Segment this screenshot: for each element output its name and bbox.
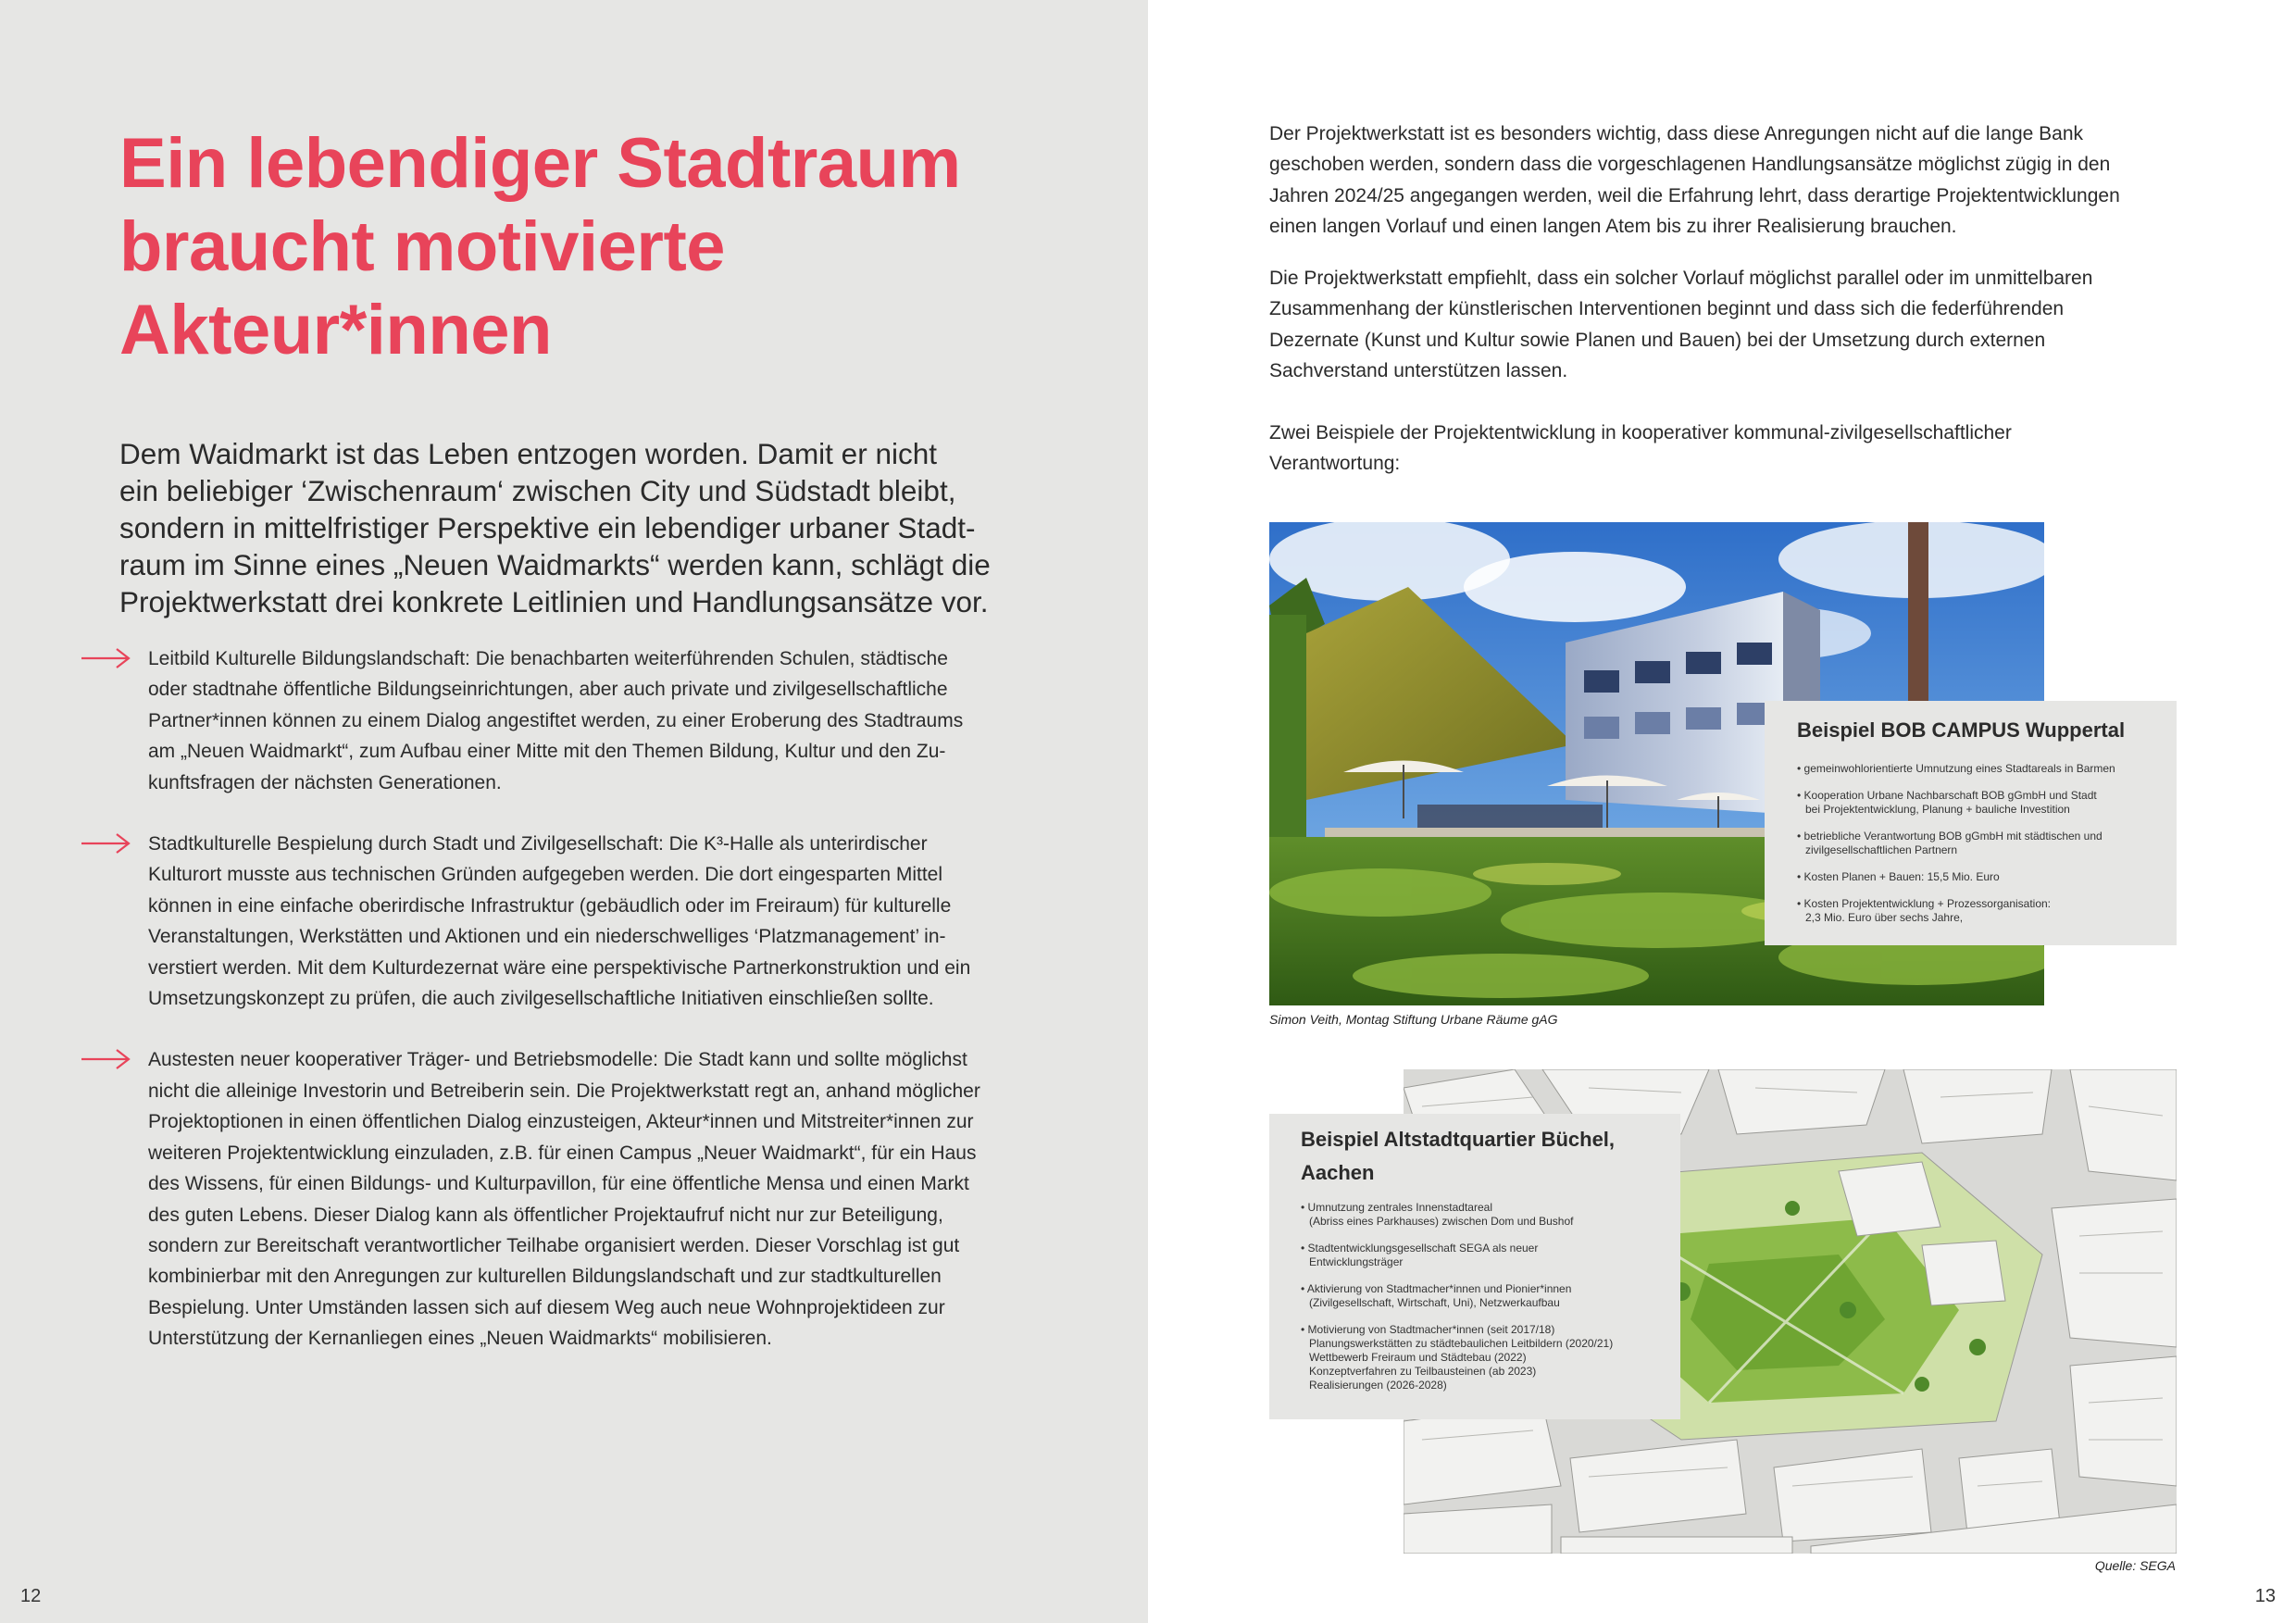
item-line: • Motivierung von Stadtmacher*innen (seit 2017/18) xyxy=(1301,1323,1555,1336)
arrow-right-icon xyxy=(81,832,131,855)
lead-paragraph xyxy=(119,435,1045,620)
list-item xyxy=(1797,830,2156,857)
item-line: 2,3 Mio. Euro über sechs Jahre, xyxy=(1805,911,1964,924)
paragraph-line: Zwei Beispiele der Projektentwicklung in kooperativer kommunal-zivilgesellschaftlicher xyxy=(1269,422,2012,443)
list-item xyxy=(1301,1201,1660,1229)
guideline-list xyxy=(81,643,1063,1385)
guideline-item xyxy=(81,1044,1063,1354)
guideline-line: am „Neuen Waidmarkt“, zum Aufbau einer Mitte mit den Themen Bildung, Kultur und den Zu- xyxy=(148,741,946,763)
guideline-line: Umsetzungskonzept zu prüfen, die auch zivilgesellschaftliche Initiativen einschließen sollte. xyxy=(148,988,934,1010)
paragraph-line: Dezernate (Kunst und Kultur sowie Planen und Bauen) bei der Umsetzung durch externen xyxy=(1269,329,2046,351)
guideline-line: Leitbild Kulturelle Bildungslandschaft: Die benachbarten weiterführenden Schulen, städtische xyxy=(148,648,948,669)
example-box-buechel xyxy=(1269,1114,1680,1419)
guideline-line: weiteren Projektentwicklung einzuladen, z.B. für einen Campus „Neuer Waidmarkt“, für ein Haus xyxy=(148,1142,977,1164)
list-item xyxy=(1797,789,2156,817)
arrow-right-icon xyxy=(81,647,131,669)
item-line: bei Projektentwicklung, Planung + bauliche Investition xyxy=(1805,803,2070,816)
guideline-line: Unterstützung der Kernanliegen eines „Neuen Waidmarkts“ mobilisieren. xyxy=(148,1328,772,1350)
item-line: • Kosten Projektentwicklung + Prozessorganisation: xyxy=(1797,897,2052,910)
item-line: • Kosten Planen + Bauen: 15,5 Mio. Euro xyxy=(1797,870,2000,883)
page-number-left: 12 xyxy=(20,1586,42,1606)
paragraph-line: geschoben werden, sondern dass die vorgeschlagenen Handlungsansätze möglichst zügig in den xyxy=(1269,154,2111,176)
item-line: (Zivilgesellschaft, Wirtschaft, Uni), Netzwerkaufbau xyxy=(1309,1296,1560,1309)
guideline-line: Bespielung. Unter Umständen lassen sich auf diesem Weg auch neue Wohnprojektideen zur xyxy=(148,1296,945,1318)
item-line: • Stadtentwicklungsgesellschaft SEGA als neuer xyxy=(1301,1242,1539,1255)
paragraph-line: Verantwortung: xyxy=(1269,453,1401,475)
example-box-bob-campus xyxy=(1765,701,2177,945)
item-line: • Aktivierung von Stadtmacher*innen und Pionier*innen xyxy=(1301,1282,1572,1295)
guideline-line: Partner*innen können zu einem Dialog angestiftet werden, zu einer Eroberung des Stadtraums xyxy=(148,709,964,731)
guideline-line: des guten Lebens. Dieser Dialog kann als öffentlicher Projektaufruf nicht nur zur Beteiligung, xyxy=(148,1204,943,1226)
title-line: braucht motivierte xyxy=(119,207,726,286)
item-line: Realisierungen (2026-2028) xyxy=(1309,1379,1447,1392)
item-line: • Kooperation Urbane Nachbarschaft BOB gGmbH und Stadt xyxy=(1797,789,2097,802)
example-title xyxy=(1301,1123,1660,1190)
guideline-line: sondern zur Bereitschaft verantwortlicher Teilhabe organisiert werden. Dieser Vorschlag ist gut xyxy=(148,1234,960,1256)
paragraph-line: Jahren 2024/25 angegangen werden, weil die Erfahrung lehrt, dass derartige Projektentwicklungen xyxy=(1269,184,2120,206)
list-item xyxy=(1797,870,2156,884)
example-title-line: Aachen xyxy=(1301,1161,1375,1184)
item-line: Wettbewerb Freiraum und Städtebau (2022) xyxy=(1309,1351,1527,1364)
guideline-item xyxy=(81,829,1063,1014)
guideline-line: verstiert werden. Mit dem Kulturdezernat wäre eine perspektivische Partnerkonstruktion und ein xyxy=(148,956,971,979)
item-line: Entwicklungsträger xyxy=(1309,1255,1404,1268)
page-title xyxy=(119,122,1045,372)
guideline-line: Kulturort musste aus technischen Gründen aufgegeben werden. Die dort eingesparten Mittel xyxy=(148,864,943,886)
paragraph-line: einen langen Vorlauf und einen langen Atem bis zu ihrer Realisierung brauchen. xyxy=(1269,216,1957,238)
paragraph-line: Zusammenhang der künstlerischen Interventionen beginnt und dass sich die federführenden xyxy=(1269,298,2065,320)
lead-line: Dem Waidmarkt ist das Leben entzogen worden. Damit er nicht xyxy=(119,437,937,470)
lead-line: ein beliebiger ‘Zwischenraum‘ zwischen City und Südstadt bleibt, xyxy=(119,474,956,507)
paragraph-recommendation xyxy=(1269,263,2195,387)
list-item xyxy=(1301,1242,1660,1269)
example-title: Beispiel BOB CAMPUS Wuppertal xyxy=(1797,718,2126,742)
page-number-right: 13 xyxy=(2254,1586,2276,1606)
paragraph-line: Sachverstand unterstützen lassen. xyxy=(1269,360,1568,382)
list-item xyxy=(1301,1282,1660,1310)
title-line: Akteur*innen xyxy=(119,291,552,369)
item-line: zivilgesellschaftlichen Partnern xyxy=(1805,843,1958,856)
guideline-line: oder stadtnahe öffentliche Bildungseinrichtungen, aber auch private und zivilgesellschaftliche xyxy=(148,679,948,701)
guideline-line: nicht die alleinige Investorin und Betreiberin sein. Die Projektwerkstatt regt an, anhand möglicher xyxy=(148,1080,980,1102)
guideline-line: kunftsfragen der nächsten Generationen. xyxy=(148,771,502,793)
example-list xyxy=(1301,1201,1660,1392)
item-line: • betriebliche Verantwortung BOB gGmbH mit städtischen und xyxy=(1797,830,2103,843)
paragraph-examples-intro xyxy=(1269,418,2195,480)
lead-line: Projektwerkstatt drei konkrete Leitlinien und Handlungsansätze vor. xyxy=(119,585,989,618)
guideline-line: Projektoptionen in einen öffentlichen Dialog einzusteigen, Akteur*innen und Mitstreiter*innen zur xyxy=(148,1111,974,1133)
item-line: Konzeptverfahren zu Teilbausteinen (ab 2023) xyxy=(1309,1365,1537,1378)
item-line: • Umnutzung zentrales Innenstadtareal xyxy=(1301,1201,1492,1214)
paragraph-line: Die Projektwerkstatt empfiehlt, dass ein solcher Vorlauf möglichst parallel oder im unmittelbaren xyxy=(1269,268,2093,289)
list-item xyxy=(1797,762,2156,776)
list-item xyxy=(1797,897,2156,925)
guideline-line: Stadtkulturelle Bespielung durch Stadt und Zivilgesellschaft: Die K³-Halle als unterirdischer xyxy=(148,833,928,855)
example-list xyxy=(1797,762,2156,925)
guideline-line: können in eine einfache oberirdische Infrastruktur (gebäudlich oder im Freiraum) für kulturelle xyxy=(148,894,952,917)
paragraph-urgency xyxy=(1269,119,2195,243)
guideline-line: kombinierbar mit den Anregungen zur kulturellen Bildungslandschaft und zur stadtkulturellen xyxy=(148,1266,942,1288)
item-line: • gemeinwohlorientierte Umnutzung eines Stadtareals in Barmen xyxy=(1797,762,2115,775)
lead-line: sondern in mittelfristiger Perspektive ein lebendiger urbaner Stadt- xyxy=(119,511,976,544)
guideline-line: des Wissens, für einen Bildungs- und Kulturpavillon, für eine öffentliche Mensa und einen Markt xyxy=(148,1173,969,1195)
map-caption: Quelle: SEGA xyxy=(2094,1558,2176,1573)
arrow-right-icon xyxy=(81,1048,131,1070)
example-title-line: Beispiel Altstadtquartier Büchel, xyxy=(1301,1128,1616,1151)
lead-line: raum im Sinne eines „Neuen Waidmarkts“ werden kann, schlägt die xyxy=(119,548,991,581)
title-line: Ein lebendiger Stadtraum xyxy=(119,124,961,203)
item-line: Planungswerkstätten zu städtebaulichen Leitbildern (2020/21) xyxy=(1309,1337,1614,1350)
item-line: (Abriss eines Parkhauses) zwischen Dom und Bushof xyxy=(1309,1215,1574,1228)
list-item xyxy=(1301,1323,1660,1392)
guideline-item xyxy=(81,643,1063,798)
paragraph-line: Der Projektwerkstatt ist es besonders wichtig, dass diese Anregungen nicht auf die lange Bank xyxy=(1269,123,2083,144)
guideline-line: Veranstaltungen, Werkstätten und Aktionen und ein niederschwelliges ‘Platzmanagement’ in- xyxy=(148,926,946,948)
guideline-line: Austesten neuer kooperativer Träger- und Betriebsmodelle: Die Stadt kann und sollte möglichst xyxy=(148,1049,967,1071)
photo-caption: Simon Veith, Montag Stiftung Urbane Räume gAG xyxy=(1269,1012,1558,1027)
